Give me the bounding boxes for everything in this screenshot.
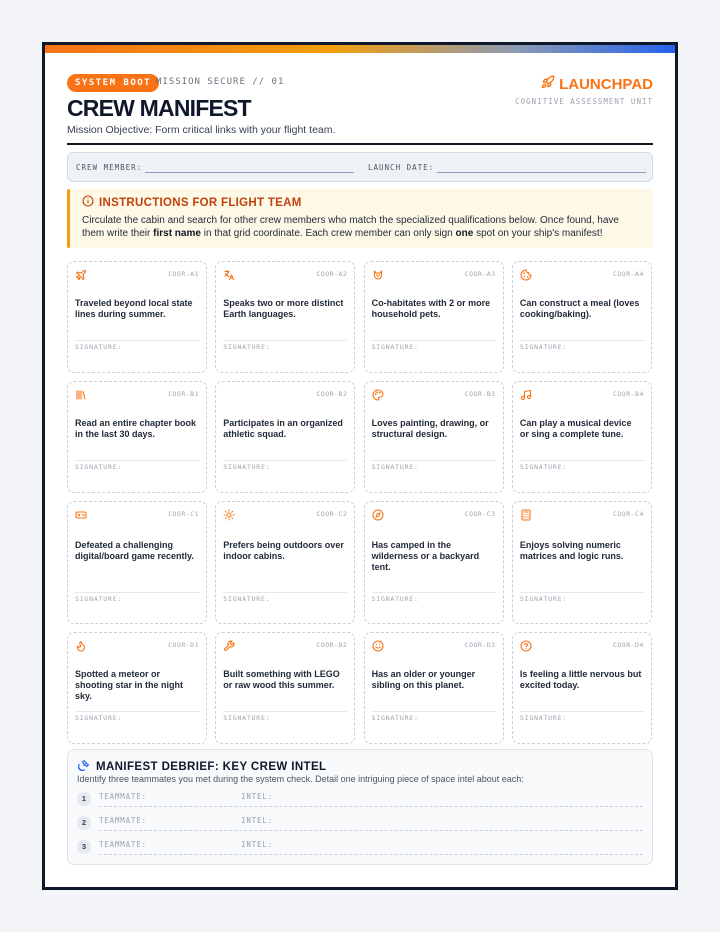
coordinate-label: COOR-C2	[316, 510, 348, 518]
signature-line	[520, 592, 644, 593]
coordinate-label: COOR-A2	[316, 270, 348, 278]
signature-line	[223, 711, 347, 712]
teammate-label: TEAMMATE:	[99, 816, 147, 825]
line-number: 3	[77, 840, 91, 854]
signature-label: SIGNATURE:	[75, 463, 123, 471]
signature-line	[75, 711, 199, 712]
line-number: 1	[77, 792, 91, 806]
signature-line	[75, 460, 199, 461]
signature-label: SIGNATURE:	[223, 463, 271, 471]
manifest-cell-coor-a4[interactable]	[512, 261, 652, 373]
signature-line	[223, 592, 347, 593]
crew-member-label: CREW MEMBER:	[76, 163, 143, 172]
qualification-text: Has an older or younger sibling on this planet.	[371, 669, 476, 690]
header-divider	[67, 143, 653, 145]
manifest-cell-coor-b1[interactable]	[67, 381, 207, 493]
signature-label: SIGNATURE:	[75, 595, 123, 603]
signature-label: SIGNATURE:	[519, 595, 568, 603]
calculator-icon	[520, 509, 532, 521]
launch-date-label: LAUNCH DATE:	[368, 163, 435, 172]
manifest-cell-coor-a2[interactable]	[215, 261, 355, 373]
manifest-cell-coor-d2[interactable]	[215, 632, 355, 744]
manifest-cell-coor-c4[interactable]	[512, 501, 652, 624]
smile-icon	[372, 640, 384, 652]
qualification-text: Traveled beyond local state lines during summer.	[75, 298, 193, 319]
system-boot-badge: SYSTEM BOOT	[67, 74, 159, 92]
intel-label: INTEL:	[241, 792, 273, 801]
signature-label: SIGNATURE:	[223, 595, 271, 603]
signature-line	[75, 592, 199, 593]
coordinate-label: COOR-C4	[612, 510, 644, 518]
sun-icon	[223, 509, 235, 521]
qualification-text: Can play a musical device or sing a complete tune.	[519, 418, 632, 439]
signature-label: SIGNATURE:	[519, 343, 568, 351]
info-icon	[82, 195, 94, 210]
manifest-cell-coor-d1[interactable]	[67, 632, 207, 744]
coordinate-label: COOR-D1	[168, 641, 199, 649]
qualification-text: Defeated a challenging digital/board game recently.	[75, 540, 194, 561]
writing-line	[99, 830, 643, 831]
cookie-icon	[520, 269, 532, 281]
signature-label: SIGNATURE:	[371, 595, 419, 603]
signature-line	[520, 711, 644, 712]
intel-label: INTEL:	[241, 816, 273, 825]
bingo-grid	[67, 261, 654, 744]
signature-line	[520, 340, 644, 341]
manifest-cell-coor-c3[interactable]	[364, 501, 504, 624]
mission-objective: Mission Objective: Form critical links with your flight team.	[67, 124, 336, 136]
qualification-text: Has camped in the wilderness or a backyard tent.	[371, 540, 480, 572]
signature-label: SIGNATURE:	[371, 463, 419, 471]
teammate-label: TEAMMATE:	[99, 840, 147, 849]
satellite-icon	[77, 759, 90, 775]
signature-line	[223, 460, 347, 461]
help-circle-icon	[520, 640, 532, 652]
debrief-heading-text: MANIFEST DEBRIEF: KEY CREW INTEL	[96, 761, 327, 773]
debrief-subtitle: Identify three teammates you met during the system check. Detail one intriguing piece of space intel about each:	[77, 774, 524, 784]
crew-info-row	[67, 152, 653, 182]
manifest-cell-coor-d3[interactable]	[364, 632, 504, 744]
qualification-text: Participates in an organized athletic squad.	[223, 418, 343, 439]
brand-name: LAUNCHPAD	[559, 75, 653, 93]
qualification-text: Can construct a meal (loves cooking/baking).	[519, 298, 640, 319]
coordinate-label: COOR-C1	[168, 510, 199, 518]
instructions-box	[67, 189, 653, 248]
debrief-section	[67, 749, 653, 865]
signature-line	[372, 711, 496, 712]
library-icon	[75, 389, 87, 401]
manifest-cell-coor-b2[interactable]	[215, 381, 355, 493]
coordinate-label: COOR-B3	[464, 390, 496, 398]
wrench-icon	[223, 640, 235, 652]
instructions-heading-text: INSTRUCTIONS FOR FLIGHT TEAM	[99, 196, 302, 209]
coordinate-label: COOR-C3	[464, 510, 496, 518]
manifest-cell-coor-a1[interactable]	[67, 261, 207, 373]
cat-icon	[372, 269, 384, 281]
qualification-text: Is feeling a little nervous but excited today.	[519, 669, 642, 690]
coordinate-label: COOR-B4	[612, 390, 644, 398]
debrief-heading	[77, 759, 326, 775]
coordinate-label: COOR-D2	[316, 641, 348, 649]
palette-icon	[372, 389, 384, 401]
mission-status: MISSION SECURE // 01	[156, 77, 285, 87]
manifest-cell-coor-a3[interactable]	[364, 261, 504, 373]
signature-label: SIGNATURE:	[519, 714, 568, 722]
qualification-text: Co-habitates with 2 or more household pets.	[371, 298, 491, 319]
coordinate-label: COOR-B1	[168, 390, 199, 398]
instructions-heading	[82, 195, 643, 210]
signature-line	[520, 460, 644, 461]
music-icon	[520, 389, 532, 401]
debrief-line[interactable]	[77, 789, 643, 809]
qualification-text: Built something with LEGO or raw wood this summer.	[223, 669, 340, 690]
plane-icon	[75, 269, 87, 281]
debrief-line[interactable]	[77, 813, 643, 833]
debrief-line[interactable]	[77, 837, 643, 857]
worksheet	[42, 42, 678, 890]
coordinate-label: COOR-A1	[168, 270, 199, 278]
signature-label: SIGNATURE:	[75, 343, 123, 351]
teammate-label: TEAMMATE:	[99, 792, 147, 801]
page-title: CREW MANIFEST	[67, 95, 251, 121]
coordinate-label: COOR-A3	[464, 270, 496, 278]
writing-line	[99, 806, 643, 807]
compass-icon	[372, 509, 384, 521]
qualification-text: Speaks two or more distinct Earth languages.	[223, 298, 344, 319]
qualification-text: Enjoys solving numeric matrices and logic runs.	[519, 540, 624, 561]
manifest-cell-coor-c1[interactable]	[67, 501, 207, 624]
signature-line	[372, 460, 496, 461]
signature-line	[372, 340, 496, 341]
signature-line	[372, 592, 496, 593]
gradient-top-bar	[45, 45, 675, 53]
manifest-cell-coor-d4[interactable]	[512, 632, 652, 744]
signature-label: SIGNATURE:	[75, 714, 123, 722]
signature-label: SIGNATURE:	[223, 714, 271, 722]
writing-line	[99, 854, 643, 855]
brand-subtitle: COGNITIVE ASSESSMENT UNIT	[515, 97, 653, 106]
instructions-text: Circulate the cabin and search for other crew members who match the specialized qualifications below. Once found, have them write their first name in that grid coordinate. Each crew member can only sign one spot on your ship's manifest!	[82, 215, 619, 239]
coordinate-label: COOR-D3	[464, 641, 496, 649]
signature-line	[223, 340, 347, 341]
qualification-text: Read an entire chapter book in the last 30 days.	[75, 418, 197, 439]
coordinate-label: COOR-B2	[316, 390, 348, 398]
crew-member-field[interactable]	[145, 172, 354, 173]
intel-label: INTEL:	[241, 840, 273, 849]
qualification-text: Spotted a meteor or shooting star in the night sky.	[75, 669, 183, 701]
qualification-text: Loves painting, drawing, or structural design.	[371, 418, 489, 439]
signature-label: SIGNATURE:	[371, 343, 419, 351]
gamepad-icon	[75, 509, 87, 521]
signature-line	[75, 340, 199, 341]
coordinate-label: COOR-A4	[612, 270, 644, 278]
brand-logo	[541, 75, 653, 93]
signature-label: SIGNATURE:	[519, 463, 568, 471]
manifest-cell-coor-b4[interactable]	[512, 381, 652, 493]
qualification-text: Prefers being outdoors over indoor cabins.	[223, 540, 344, 561]
signature-label: SIGNATURE:	[223, 343, 271, 351]
translate-icon	[223, 269, 235, 281]
manifest-cell-coor-b3[interactable]	[364, 381, 504, 493]
line-number: 2	[77, 816, 91, 830]
signature-label: SIGNATURE:	[371, 714, 419, 722]
coordinate-label: COOR-D4	[612, 641, 644, 649]
launch-date-field[interactable]	[437, 172, 646, 173]
manifest-cell-coor-c2[interactable]	[215, 501, 355, 624]
rocket-icon	[541, 75, 555, 93]
flame-icon	[75, 640, 87, 652]
